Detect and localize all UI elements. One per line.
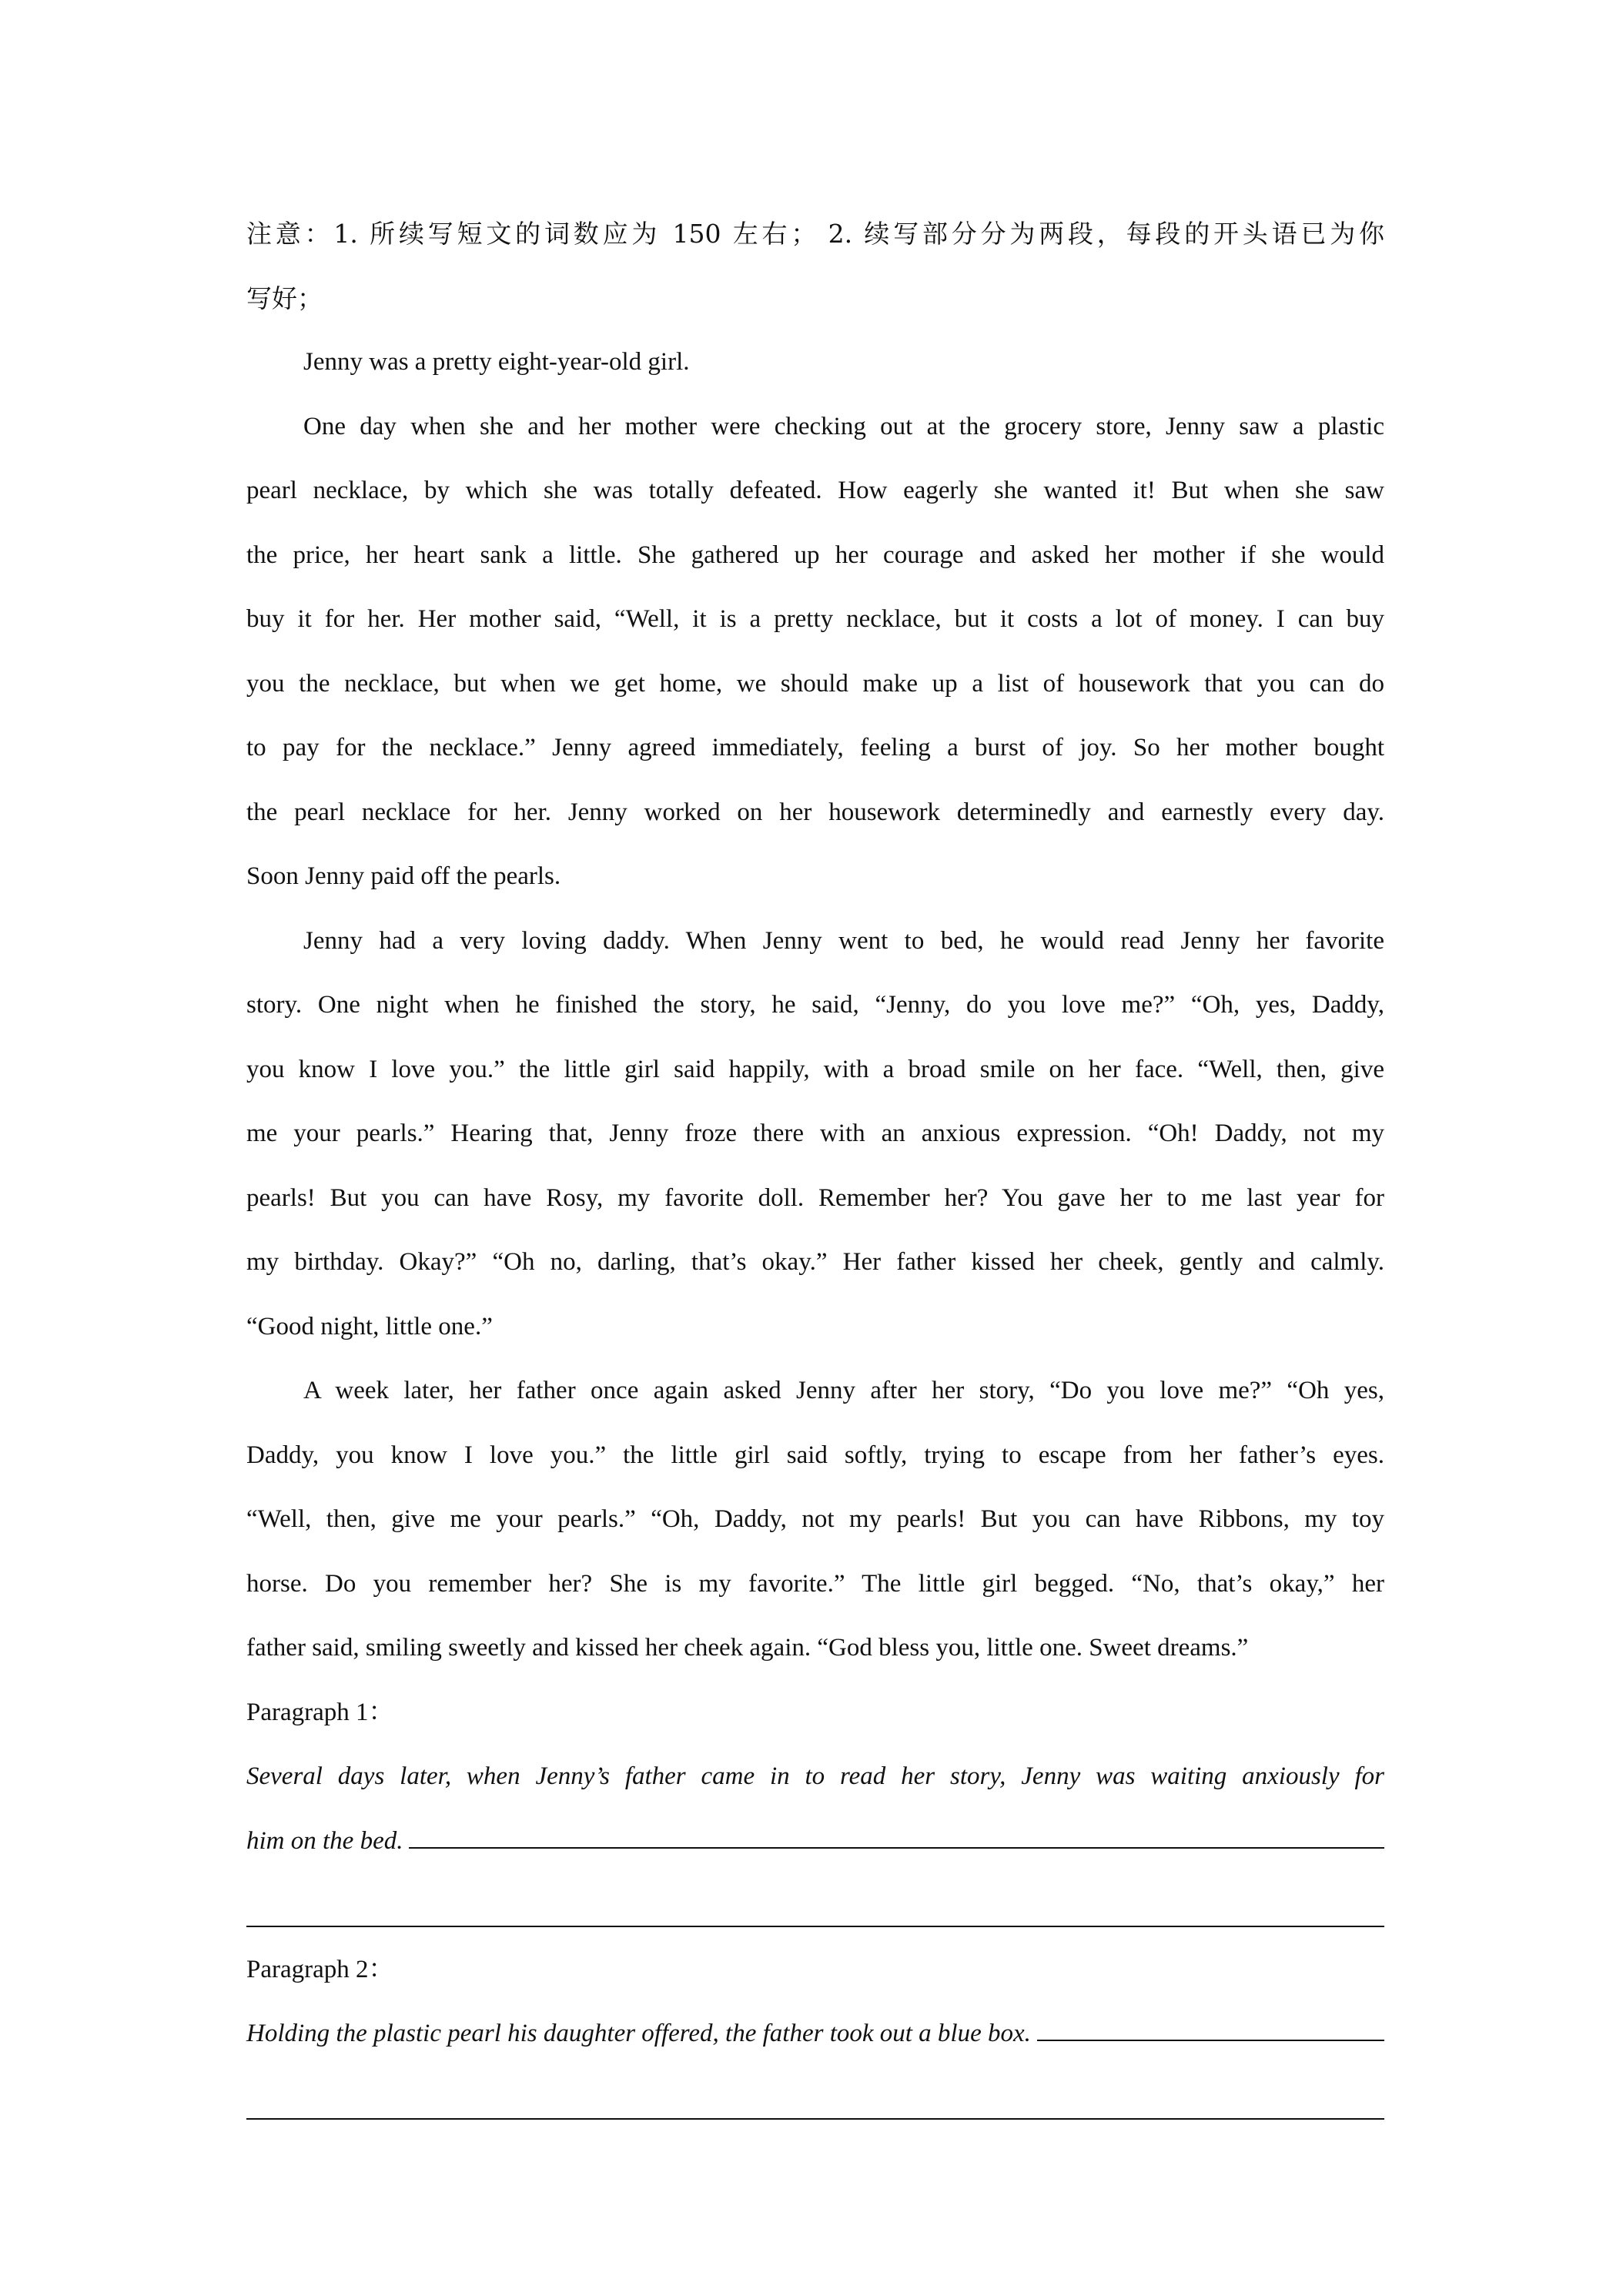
paragraph-1-prompt-row <box>246 1809 1384 1874</box>
story-para-3-line: Jenny had a very loving daddy. When Jenny went to bed, he would read Jenny her favorite <box>303 926 1384 955</box>
paragraph-2-prompt-line-1: Holding the plastic pearl his daughter offered, the father took out a blue box. <box>246 2020 1031 2047</box>
story-para-3-line: story. One night when he finished the story, he said, “Jenny, do you love me?” “Oh, yes, Daddy, <box>246 991 1384 1019</box>
writing-blank[interactable] <box>1037 2020 1384 2041</box>
story-para-2-line: Soon Jenny paid off the pearls. <box>246 862 561 890</box>
story-para-3-line: me your pearls.” Hearing that, Jenny froze there with an anxious expression. “Oh! Daddy, not my <box>246 1120 1384 1147</box>
story-para-4-line: “Well, then, give me your pearls.” “Oh, Daddy, not my pearls! But you can have Ribbons, my toy <box>246 1505 1384 1533</box>
story-para-2-line: pearl necklace, by which she was totally defeated. How eagerly she wanted it! But when she saw <box>246 477 1384 504</box>
story-para-2-line: you the necklace, but when we get home, we should make up a list of housework that you can do <box>246 669 1384 698</box>
story-para-2-line: to pay for the necklace.” Jenny agreed immediately, feeling a burst of joy. So her mother bought <box>246 734 1384 761</box>
story-para-3-line: my birthday. Okay?” “Oh no, darling, that’s okay.” Her father kissed her cheek, gently and calmly. <box>246 1248 1384 1276</box>
story-para-2-line: One day when she and her mother were checking out at the grocery store, Jenny saw a plastic <box>303 412 1384 440</box>
story-para-2-line: buy it for her. Her mother said, “Well, it is a pretty necklace, but it costs a lot of money. I can buy <box>246 605 1384 633</box>
paragraph-2-prompt-row <box>246 2002 1384 2067</box>
paragraph-1-prompt-line-1: Several days later, when Jenny’s father came in to read her story, Jenny was waiting anxiously for <box>246 1762 1384 1790</box>
writing-line[interactable] <box>246 1873 1384 1938</box>
story-para-2-line: the pearl necklace for her. Jenny worked on her housework determinedly and earnestly every day. <box>246 798 1384 826</box>
paragraph-2-heading: Paragraph 2： <box>246 1955 394 1983</box>
writing-blank[interactable] <box>409 1827 1384 1849</box>
writing-line[interactable] <box>246 2067 1384 2131</box>
story-para-4-line: Daddy, you know I love you.” the little girl said softly, trying to escape from her father’s eyes. <box>246 1441 1384 1469</box>
story-para-3-line: “Good night, little one.” <box>246 1312 493 1340</box>
story-para-2-line: the price, her heart sank a little. She gathered up her courage and asked her mother if she would <box>246 541 1384 569</box>
paragraph-1-prompt-line-2: him on the bed. <box>246 1826 403 1855</box>
story-para-3-line: pearls! But you can have Rosy, my favorite doll. Remember her? You gave her to me last year for <box>246 1183 1384 1212</box>
story-para-3-line: you know I love you.” the little girl said happily, with a broad smile on her face. “Well, then, give <box>246 1055 1384 1083</box>
story-para-4-line: A week later, her father once again asked Jenny after her story, “Do you love me?” “Oh yes, <box>303 1377 1384 1404</box>
notice-line-1: 注意：1. 所续写短文的词数应为 150 左右； 2. 续写部分分为两段，每段的开头语已为你 <box>246 219 1384 249</box>
story-para-1-line: Jenny was a pretty eight-year-old girl. <box>303 348 690 376</box>
story-para-4-line: father said, smiling sweetly and kissed her cheek again. “God bless you, little one. Sweet dreams.” <box>246 1634 1249 1662</box>
worksheet-page <box>246 202 1384 2130</box>
paragraph-1-heading: Paragraph 1： <box>246 1698 394 1726</box>
notice-line-2: 写好； <box>246 283 323 313</box>
story-para-4-line: horse. Do you remember her? She is my favorite.” The little girl begged. “No, that’s okay,” her <box>246 1569 1384 1598</box>
